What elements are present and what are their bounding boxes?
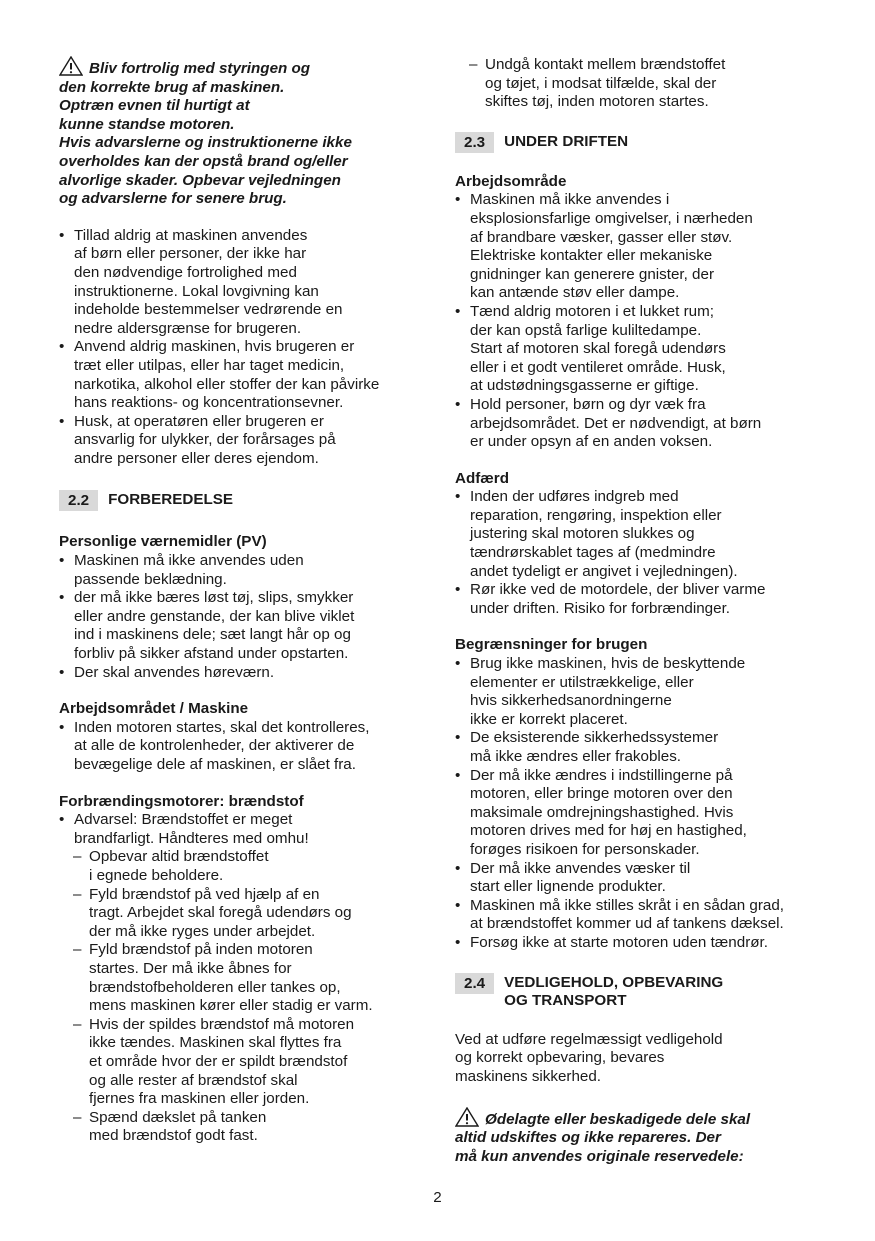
dash-text: med brændstof godt fast.: [89, 1127, 258, 1145]
bullet-text: gnidninger kan generere gnister, der: [470, 265, 715, 283]
bullet-text: Hold personer, børn og dyr væk fra: [470, 395, 706, 413]
bullet-text: Inden motoren startes, skal det kontrolleres,: [74, 718, 370, 736]
section-title: FORBEREDELSE: [108, 491, 234, 509]
bullet-item: [455, 767, 820, 860]
bullet-text: at udstødningsgasserne er giftige.: [470, 377, 699, 395]
bullet-text: justering skal motoren slukkes og: [470, 525, 695, 543]
fuel-dash-item: [59, 1109, 409, 1146]
warning-text: Optræn evnen til hurtigt at: [59, 97, 250, 115]
left-column: [59, 56, 409, 1146]
bullet-item: [59, 552, 409, 589]
bullet-item: [455, 897, 820, 934]
dash-text: Fyld brændstof på inden motoren: [89, 941, 313, 959]
bullet-text: motoren, eller bringe motoren over den: [470, 785, 733, 803]
bullet-text: Maskinen må ikke stilles skråt i en sådan grad,: [470, 896, 785, 914]
bullet-icon: •: [455, 488, 461, 506]
bullet-icon: •: [59, 552, 65, 570]
bullet-text: elementer er utilstrækkelige, eller: [470, 673, 694, 691]
bullet-icon: •: [455, 729, 461, 747]
warning-block-parts: [455, 1107, 820, 1167]
dash-text: ikke tændes. Maskinen skal flyttes fra: [89, 1034, 342, 1052]
dash-text: Undgå kontakt mellem brændstoffet: [485, 56, 726, 73]
bullet-text: Forsøg ikke at starte motoren uden tændrør.: [470, 933, 768, 951]
dash-text: et område hvor der er spildt brændstof: [89, 1052, 348, 1070]
bullet-text: bevægelige dele af maskinen, er slået fra.: [74, 756, 356, 773]
section-2-4-heading: [455, 973, 820, 1011]
dash-icon: –: [469, 56, 478, 73]
bullet-icon: •: [455, 766, 461, 784]
behavior-bullet-list: [455, 488, 820, 618]
bullet-text: må ikke ændres eller frakobles.: [470, 748, 682, 765]
warning-line: [455, 1129, 820, 1148]
bullet-icon: •: [59, 338, 65, 356]
section-2-2-heading: [59, 490, 409, 511]
dash-icon: –: [73, 941, 82, 959]
intro-bullet-list: [59, 227, 409, 469]
bullet-text: Advarsel: Brændstoffet er meget: [74, 811, 293, 829]
warning-line: [59, 172, 409, 191]
bullet-text: kan antænde støv eller dampe.: [470, 284, 680, 302]
subheading-fuel: Forbrændingsmotorer: brændstof: [59, 792, 304, 810]
dash-icon: –: [73, 848, 82, 866]
bullet-item: [455, 303, 820, 396]
dash-text: mens maskinen kører eller stadig er varm.: [89, 997, 373, 1015]
bullet-text: Husk, at operatøren eller brugeren er: [74, 412, 324, 430]
section-2-3-heading: [455, 132, 820, 153]
bullet-text: motoren drives med for høj en hastighed,: [470, 822, 747, 840]
bullet-icon: •: [59, 718, 65, 736]
bullet-item: [455, 581, 820, 618]
section-number: 2.2: [59, 490, 98, 511]
bullet-item: [455, 488, 820, 581]
paragraph-line: maskinens sikkerhed.: [455, 1067, 602, 1085]
warning-line: [59, 134, 409, 153]
paragraph-line: Ved at udføre regelmæssigt vedligehold: [455, 1030, 723, 1048]
warning-line: [455, 1107, 820, 1130]
bullet-item: [455, 396, 820, 452]
warning-text: alvorlige skader. Opbevar vejledningen: [59, 171, 341, 189]
bullet-text: ansvarlig for ulykker, der forårsages på: [74, 431, 336, 449]
bullet-text: Maskinen må ikke anvendes i: [470, 191, 670, 209]
bullet-text: den nødvendige fortrolighed med: [74, 263, 297, 281]
limits-bullet-list: [455, 655, 820, 953]
fuel-dash-item: [455, 56, 820, 112]
bullet-icon: •: [59, 663, 65, 681]
bullet-text: nedre aldersgrænse for brugeren.: [74, 319, 302, 337]
bullet-text: Der skal anvendes høreværn.: [74, 663, 275, 681]
bullet-text: passende beklædning.: [74, 570, 227, 588]
bullet-text: er under opsyn af en anden voksen.: [470, 433, 713, 451]
bullet-text: af brandbare væsker, gasser eller støv.: [470, 228, 733, 246]
bullet-text: hans reaktions- og koncentrationsevner.: [74, 394, 344, 412]
bullet-text: eller i et godt ventileret område. Husk,: [470, 358, 726, 376]
subheading-pv: Personlige værnemidler (PV): [59, 533, 267, 551]
dash-text: startes. Der må ikke åbnes for: [89, 959, 292, 977]
bullet-text: Elektriske kontakter eller mekaniske: [470, 247, 713, 265]
subheading-work-area-machine: Arbejdsområdet / Maskine: [59, 700, 249, 718]
warning-text: og advarslerne for senere brug.: [59, 190, 287, 208]
warning-text: den korrekte brug af maskinen.: [59, 78, 285, 96]
warning-text: altid udskiftes og ikke repareres. Der: [455, 1129, 721, 1147]
bullet-text: ikke er korrekt placeret.: [470, 710, 628, 728]
bullet-icon: •: [455, 191, 461, 209]
bullet-icon: •: [59, 226, 65, 244]
dash-text: tragt. Arbejdet skal foregå udendørs og: [89, 904, 352, 922]
bullet-text: Tænd aldrig motoren i et lukket rum;: [470, 302, 714, 320]
warning-line: [59, 153, 409, 172]
page-number: 2: [433, 1189, 442, 1206]
bullet-item: [455, 655, 820, 729]
section-title: UNDER DRIFTEN: [504, 132, 629, 150]
bullet-icon: •: [455, 933, 461, 951]
bullet-item: [455, 860, 820, 897]
subheading-behavior: Adfærd: [455, 469, 509, 487]
warning-text: må kun anvendes originale reservedele:: [455, 1147, 744, 1165]
bullet-text: Rør ikke ved de motordele, der bliver varme: [470, 581, 766, 599]
bullet-icon: •: [59, 811, 65, 829]
warning-text: Hvis advarslerne og instruktionerne ikke: [59, 134, 352, 152]
bullet-text: narkotika, alkohol eller stoffer der kan påvirke: [74, 375, 380, 393]
bullet-text: start eller lignende produkter.: [470, 878, 666, 896]
fuel-dash-item: [59, 848, 409, 885]
bullet-text: ind i maskinens dele; sæt langt hår op og: [74, 626, 351, 644]
bullet-text: der må ikke bæres løst tøj, slips, smykker: [74, 589, 354, 607]
right-column: [455, 56, 820, 1166]
bullet-text: der kan opstå farlige kuliltedampe.: [470, 321, 702, 339]
bullet-item: [455, 934, 820, 953]
dash-text: og tøjet, i modsat tilfælde, skal der: [485, 74, 717, 92]
bullet-item: [455, 729, 820, 766]
fuel-dash-item: [59, 886, 409, 942]
fuel-dash-item-continued: [455, 56, 820, 112]
bullet-icon: •: [455, 655, 461, 673]
bullet-item: [59, 664, 409, 683]
warning-block: [59, 56, 409, 209]
dash-text: Spænd dækslet på tanken: [89, 1108, 267, 1126]
bullet-text: under driften. Risiko for forbrændinger.: [470, 599, 731, 617]
bullet-icon: •: [455, 302, 461, 320]
bullet-text: hvis sikkerhedsanordningerne: [470, 692, 672, 710]
maintenance-paragraph: [455, 1031, 820, 1087]
dash-text: der må ikke ryges under arbejdet.: [89, 922, 316, 940]
bullet-text: arbejdsområdet. Det er nødvendigt, at børn: [470, 414, 762, 432]
warning-triangle-icon: [59, 56, 83, 76]
bullet-text: Start af motoren skal foregå udendørs: [470, 340, 726, 358]
subheading-work-area: Arbejdsområde: [455, 172, 567, 190]
bullet-item: [59, 589, 409, 663]
bullet-text: andet tydeligt er angivet i vejledningen).: [470, 562, 738, 580]
warning-text: overholdes kan der opstå brand og/eller: [59, 152, 348, 170]
work-bullet-list: [455, 191, 820, 451]
fuel-dash-item: [59, 941, 409, 1015]
section-title: VEDLIGEHOLD, OPBEVARING: [504, 973, 724, 991]
dash-text: brændstofbeholderen eller tankes op,: [89, 978, 341, 996]
bullet-text: Der må ikke ændres i indstillingerne på: [470, 766, 733, 784]
bullet-item: [59, 811, 409, 848]
dash-text: og alle rester af brændstof skal: [89, 1071, 298, 1089]
bullet-text: forbliv på sikker afstand under opstarten.: [74, 645, 349, 663]
bullet-text: tændrørskablet tages af (medmindre: [470, 544, 716, 562]
warning-line: [59, 56, 409, 79]
bullet-text: De eksisterende sikkerhedssystemer: [470, 729, 719, 747]
dash-text: Opbevar altid brændstoffet: [89, 848, 269, 866]
bullet-text: andre personer eller deres ejendom.: [74, 449, 319, 467]
dash-text: i egnede beholdere.: [89, 866, 224, 884]
pv-bullet-list: [59, 552, 409, 682]
bullet-text: forøges risikoen for personskader.: [470, 840, 700, 858]
bullet-icon: •: [59, 412, 65, 430]
dash-text: fjernes fra maskinen eller jorden.: [89, 1090, 310, 1108]
bullet-text: af børn eller personer, der ikke har: [74, 245, 307, 263]
bullet-icon: •: [455, 395, 461, 413]
warning-triangle-icon: [455, 1107, 479, 1127]
bullet-text: maksimale omdrejningshastighed. Hvis: [470, 803, 734, 821]
dash-text: skiftes tøj, inden motoren startes.: [485, 93, 709, 111]
bullet-item: [455, 191, 820, 303]
warning-line: [59, 116, 409, 135]
bullet-icon: •: [455, 581, 461, 599]
bullet-item: [59, 719, 409, 775]
dash-icon: –: [73, 885, 82, 903]
bullet-item: [59, 227, 409, 339]
warning-line: [59, 190, 409, 209]
bullet-text: eller andre genstande, der kan blive viklet: [74, 607, 355, 625]
warning-text: Ødelagte eller beskadigede dele skal: [485, 1110, 751, 1128]
bullet-text: Inden der udføres indgreb med: [470, 488, 679, 506]
bullet-text: brandfarligt. Håndteres med omhu!: [74, 829, 309, 847]
bullet-icon: •: [455, 896, 461, 914]
warning-text: Bliv fortrolig med styringen og: [89, 60, 311, 77]
bullet-text: eksplosionsfarlige omgivelser, i nærheden: [470, 209, 753, 227]
bullet-text: Anvend aldrig maskinen, hvis brugeren er: [74, 338, 355, 356]
bullet-text: Maskinen må ikke anvendes uden: [74, 552, 304, 570]
bullet-icon: •: [455, 859, 461, 877]
dash-text: Fyld brændstof på ved hjælp af en: [89, 885, 320, 903]
bullet-text: Der må ikke anvendes væsker til: [470, 859, 691, 877]
bullet-text: reparation, rengøring, inspektion eller: [470, 506, 722, 524]
bullet-text: indeholde bestemmelser vedrørende en: [74, 301, 343, 319]
warning-line: [455, 1148, 820, 1167]
bullet-item: [59, 338, 409, 412]
area-bullet-list: [59, 719, 409, 775]
warning-line: [59, 79, 409, 98]
bullet-icon: •: [59, 589, 65, 607]
bullet-text: Tillad aldrig at maskinen anvendes: [74, 226, 308, 244]
fuel-list: [59, 811, 409, 1146]
bullet-text: Brug ikke maskinen, hvis de beskyttende: [470, 655, 746, 673]
paragraph-line: og korrekt opbevaring, bevares: [455, 1049, 665, 1067]
dash-icon: –: [73, 1015, 82, 1033]
dash-text: Hvis der spildes brændstof må motoren: [89, 1015, 355, 1033]
bullet-item: [59, 413, 409, 469]
warning-line: [59, 97, 409, 116]
section-number: 2.3: [455, 132, 494, 153]
dash-icon: –: [73, 1108, 82, 1126]
bullet-text: at alle de kontrolenheder, der aktiverer de: [74, 737, 355, 755]
fuel-dash-item: [59, 1016, 409, 1109]
bullet-text: instruktionerne. Lokal lovgivning kan: [74, 282, 319, 300]
section-number: 2.4: [455, 973, 494, 994]
bullet-text: at brændstoffet kommer ud af tankens dæksel.: [470, 915, 784, 933]
subheading-limits: Begrænsninger for brugen: [455, 636, 648, 654]
warning-text: kunne standse motoren.: [59, 115, 235, 133]
bullet-text: træt eller utilpas, eller har taget medicin,: [74, 356, 345, 374]
section-title: OG TRANSPORT: [504, 992, 627, 1010]
